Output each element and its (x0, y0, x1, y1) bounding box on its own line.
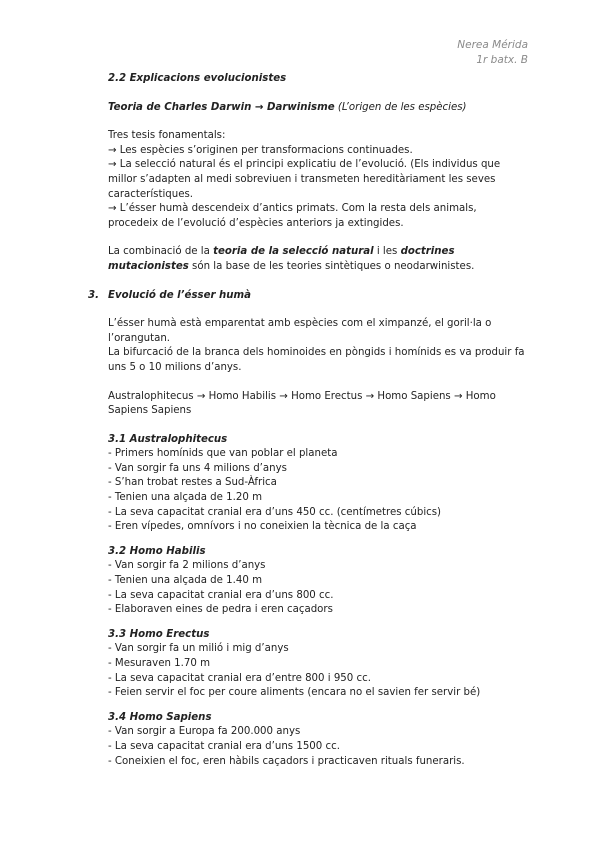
list-item: - La seva capacitat cranial era d’uns 1500 cc. (108, 740, 340, 752)
subsection-3-4 (108, 711, 528, 769)
thesis-item: → L’ésser humà descendeix d’antics primats. Com la resta dels animals, procedeix de l’evolució d’espècies anteriors ja extingides. (108, 203, 477, 229)
subsection-3-1 (108, 433, 528, 535)
section-title: Evolució de l’ésser humà (108, 289, 252, 301)
paragraph: L’ésser humà està emparentat amb espècies com el ximpanzé, el goril·la o l’orangutan. (108, 318, 492, 344)
list-item: - Primers homínids que van poblar el planeta (108, 448, 338, 460)
list-item: - La seva capacitat cranial era d’uns 800 cc. (108, 589, 334, 601)
list-item: - La seva capacitat cranial era d’entre 800 i 950 cc. (108, 672, 371, 684)
section-number: 3. (88, 289, 99, 301)
list-item: - Tenien una alçada de 1.40 m (108, 575, 262, 587)
combo-bold-2: doctrines mutacionistes (108, 246, 455, 272)
combo-bold-1: teoria de la selecció natural (213, 246, 374, 258)
thesis-item: → Les espècies s’originen per transformacions continuades. (108, 144, 413, 156)
list-item: - Mesuraven 1.70 m (108, 658, 211, 669)
list-item: - La seva capacitat cranial era d’uns 450 cc. (centímetres cúbics) (108, 506, 442, 518)
theory-title-line (108, 101, 528, 116)
list-item: - Feien servir el foc per coure aliments (encara no el savien fer servir bé) (108, 687, 481, 699)
list-item: - Van sorgir fa 2 milions d’anys (108, 560, 266, 572)
thesis-item: → La selecció natural és el principi explicatiu de l’evolució. (Els individus que millor s’adapten al medi sobreviuen i transmeten hereditàriament les seves característiques. (108, 159, 501, 200)
document-body (88, 72, 528, 769)
evolution-chain: Australophitecus → Homo Habilis → Homo Erectus → Homo Sapiens → Homo Sapiens Sapiens (108, 390, 496, 417)
list-item: - Tenien una alçada de 1.20 m (108, 492, 262, 504)
list-item: - Eren vípedes, omnívors i no coneixien la tècnica de la caça (108, 521, 417, 533)
author-name: Nerea Mérida (457, 39, 528, 51)
list-item: - Elaboraven eines de pedra i eren caçadors (108, 604, 333, 616)
list-item: - S’han trobat restes a Sud-Àfrica (108, 477, 277, 489)
combo-text: La combinació de la (108, 246, 214, 258)
theory-subtitle: (L’origen de les espècies) (337, 101, 467, 113)
list-item: - Coneixien el foc, eren hàbils caçadors i practicaven rituals funeraris. (108, 755, 465, 767)
subsection-heading: 3.4 Homo Sapiens (108, 711, 212, 723)
theses-intro: Tres tesis fonamentals: (108, 130, 226, 142)
combination-paragraph (108, 245, 528, 274)
section-heading-3 (88, 289, 528, 304)
paragraph: La bifurcació de la branca dels hominoides en pòngids i homínids es va produir fa uns 5 o 10 milions d’anys. (108, 347, 525, 373)
list-item: - Van sorgir fa un milió i mig d’anys (108, 643, 289, 655)
subsection-heading: 3.1 Australophitecus (108, 433, 228, 445)
list-item: - Van sorgir fa uns 4 milions d’anys (108, 462, 287, 474)
combo-text: i les (373, 246, 401, 258)
subsection-3-2 (108, 545, 528, 618)
page-header (457, 38, 528, 68)
subsection-heading: 3.2 Homo Habilis (108, 545, 206, 557)
class-label: 1r batx. B (476, 54, 528, 66)
subsection-3-3 (108, 628, 528, 701)
combo-text: són la base de les teories sintètiques o neodarwinistes. (188, 260, 475, 272)
subsection-heading: 3.3 Homo Erectus (108, 628, 210, 640)
theory-title: Teoria de Charles Darwin → Darwinisme (108, 101, 335, 113)
list-item: - Van sorgir a Europa fa 200.000 anys (108, 726, 301, 738)
section-heading-2-2: 2.2 Explicacions evolucionistes (108, 73, 287, 84)
